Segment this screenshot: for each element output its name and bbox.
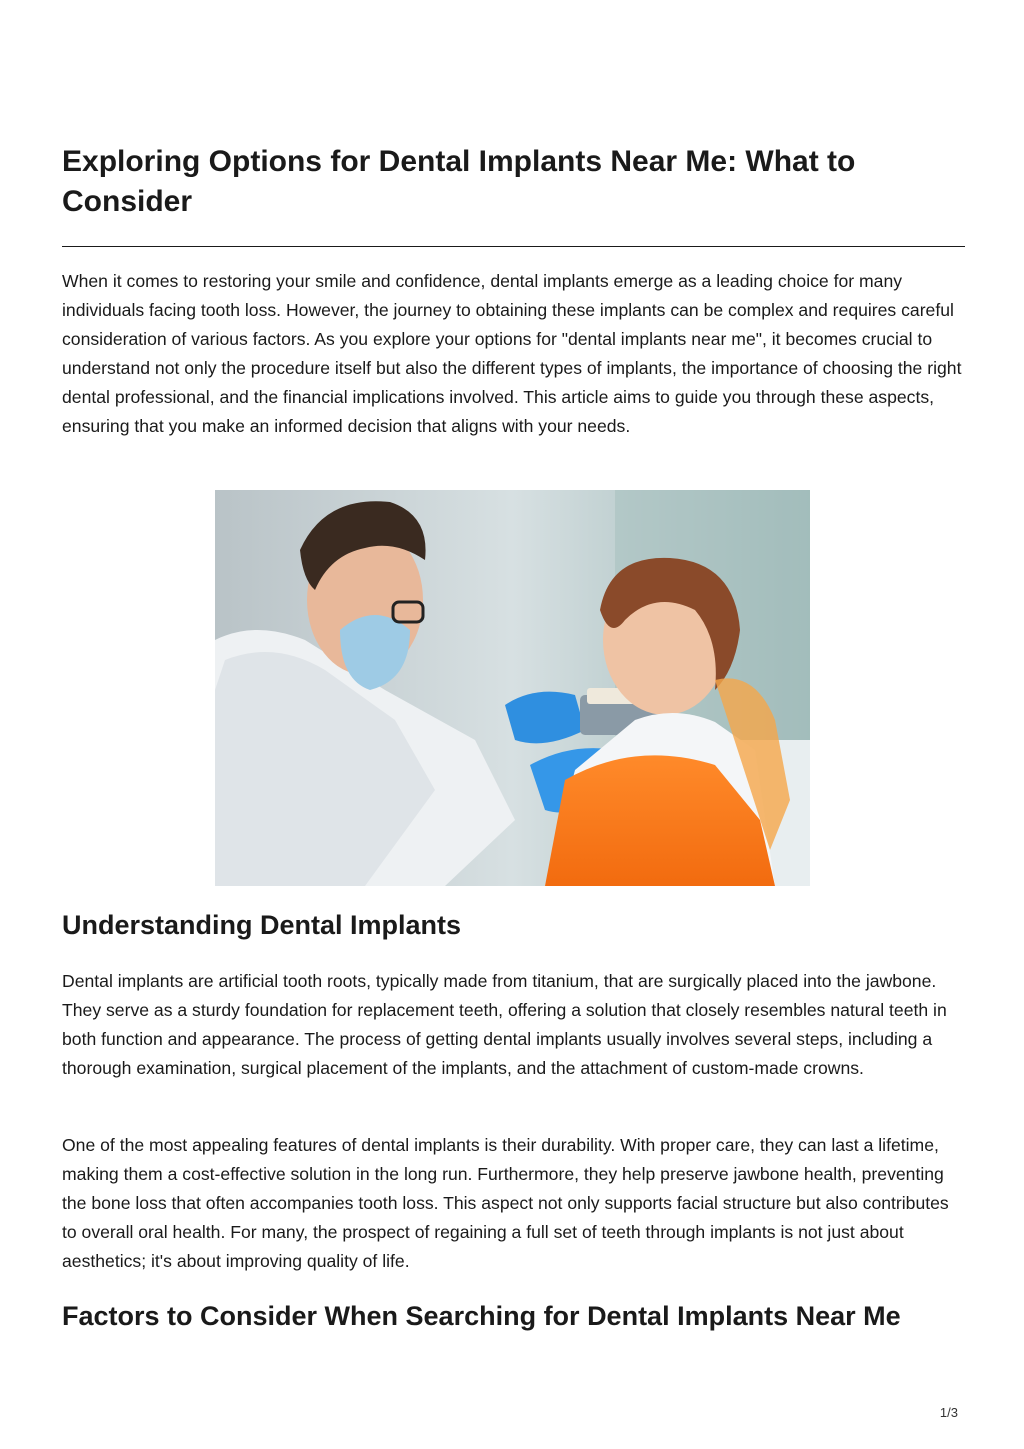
title-divider bbox=[62, 246, 965, 247]
section-paragraph: One of the most appealing features of dental implants is their durability. With proper care, they can last a lifetime, making them a cost-effective solution in the long run. Furthermore, they help preserve jawbone health, preventing the bone loss that often accompanies tooth loss. This aspect not only supports facial structure but also contributes to overall oral health. For many, the prospect of regaining a full set of teeth through implants is not just about aesthetics; it's about improving quality of life. bbox=[62, 1135, 949, 1271]
page-title: Exploring Options for Dental Implants Near Me: What to Consider bbox=[62, 145, 856, 218]
section-paragraph: Dental implants are artificial tooth roots, typically made from titanium, that are surgically placed into the jawbone. They serve as a sturdy foundation for replacement teeth, offering a solution that closely resembles natural teeth in both function and appearance. The process of getting dental implants usually involves several steps, including a thorough examination, surgical placement of the implants, and the attachment of custom-made crowns. bbox=[62, 971, 947, 1078]
section-heading-understanding: Understanding Dental Implants bbox=[62, 910, 462, 940]
dentist-patient-photo bbox=[215, 490, 810, 886]
intro-paragraph: When it comes to restoring your smile and confidence, dental implants emerge as a leading choice for many individuals facing tooth loss. However, the journey to obtaining these implants can be complex and requires careful consideration of various factors. As you explore your options for "dental implants near me", it becomes crucial to understand not only the procedure itself but also the different types of implants, the importance of choosing the right dental professional, and the financial implications involved. This article aims to guide you through these aspects, ensuring that you make an informed decision that aligns with your needs. bbox=[62, 271, 962, 436]
page-number: 1/3 bbox=[939, 1405, 958, 1420]
section-heading-factors: Factors to Consider When Searching for Dental Implants Near Me bbox=[62, 1301, 901, 1331]
